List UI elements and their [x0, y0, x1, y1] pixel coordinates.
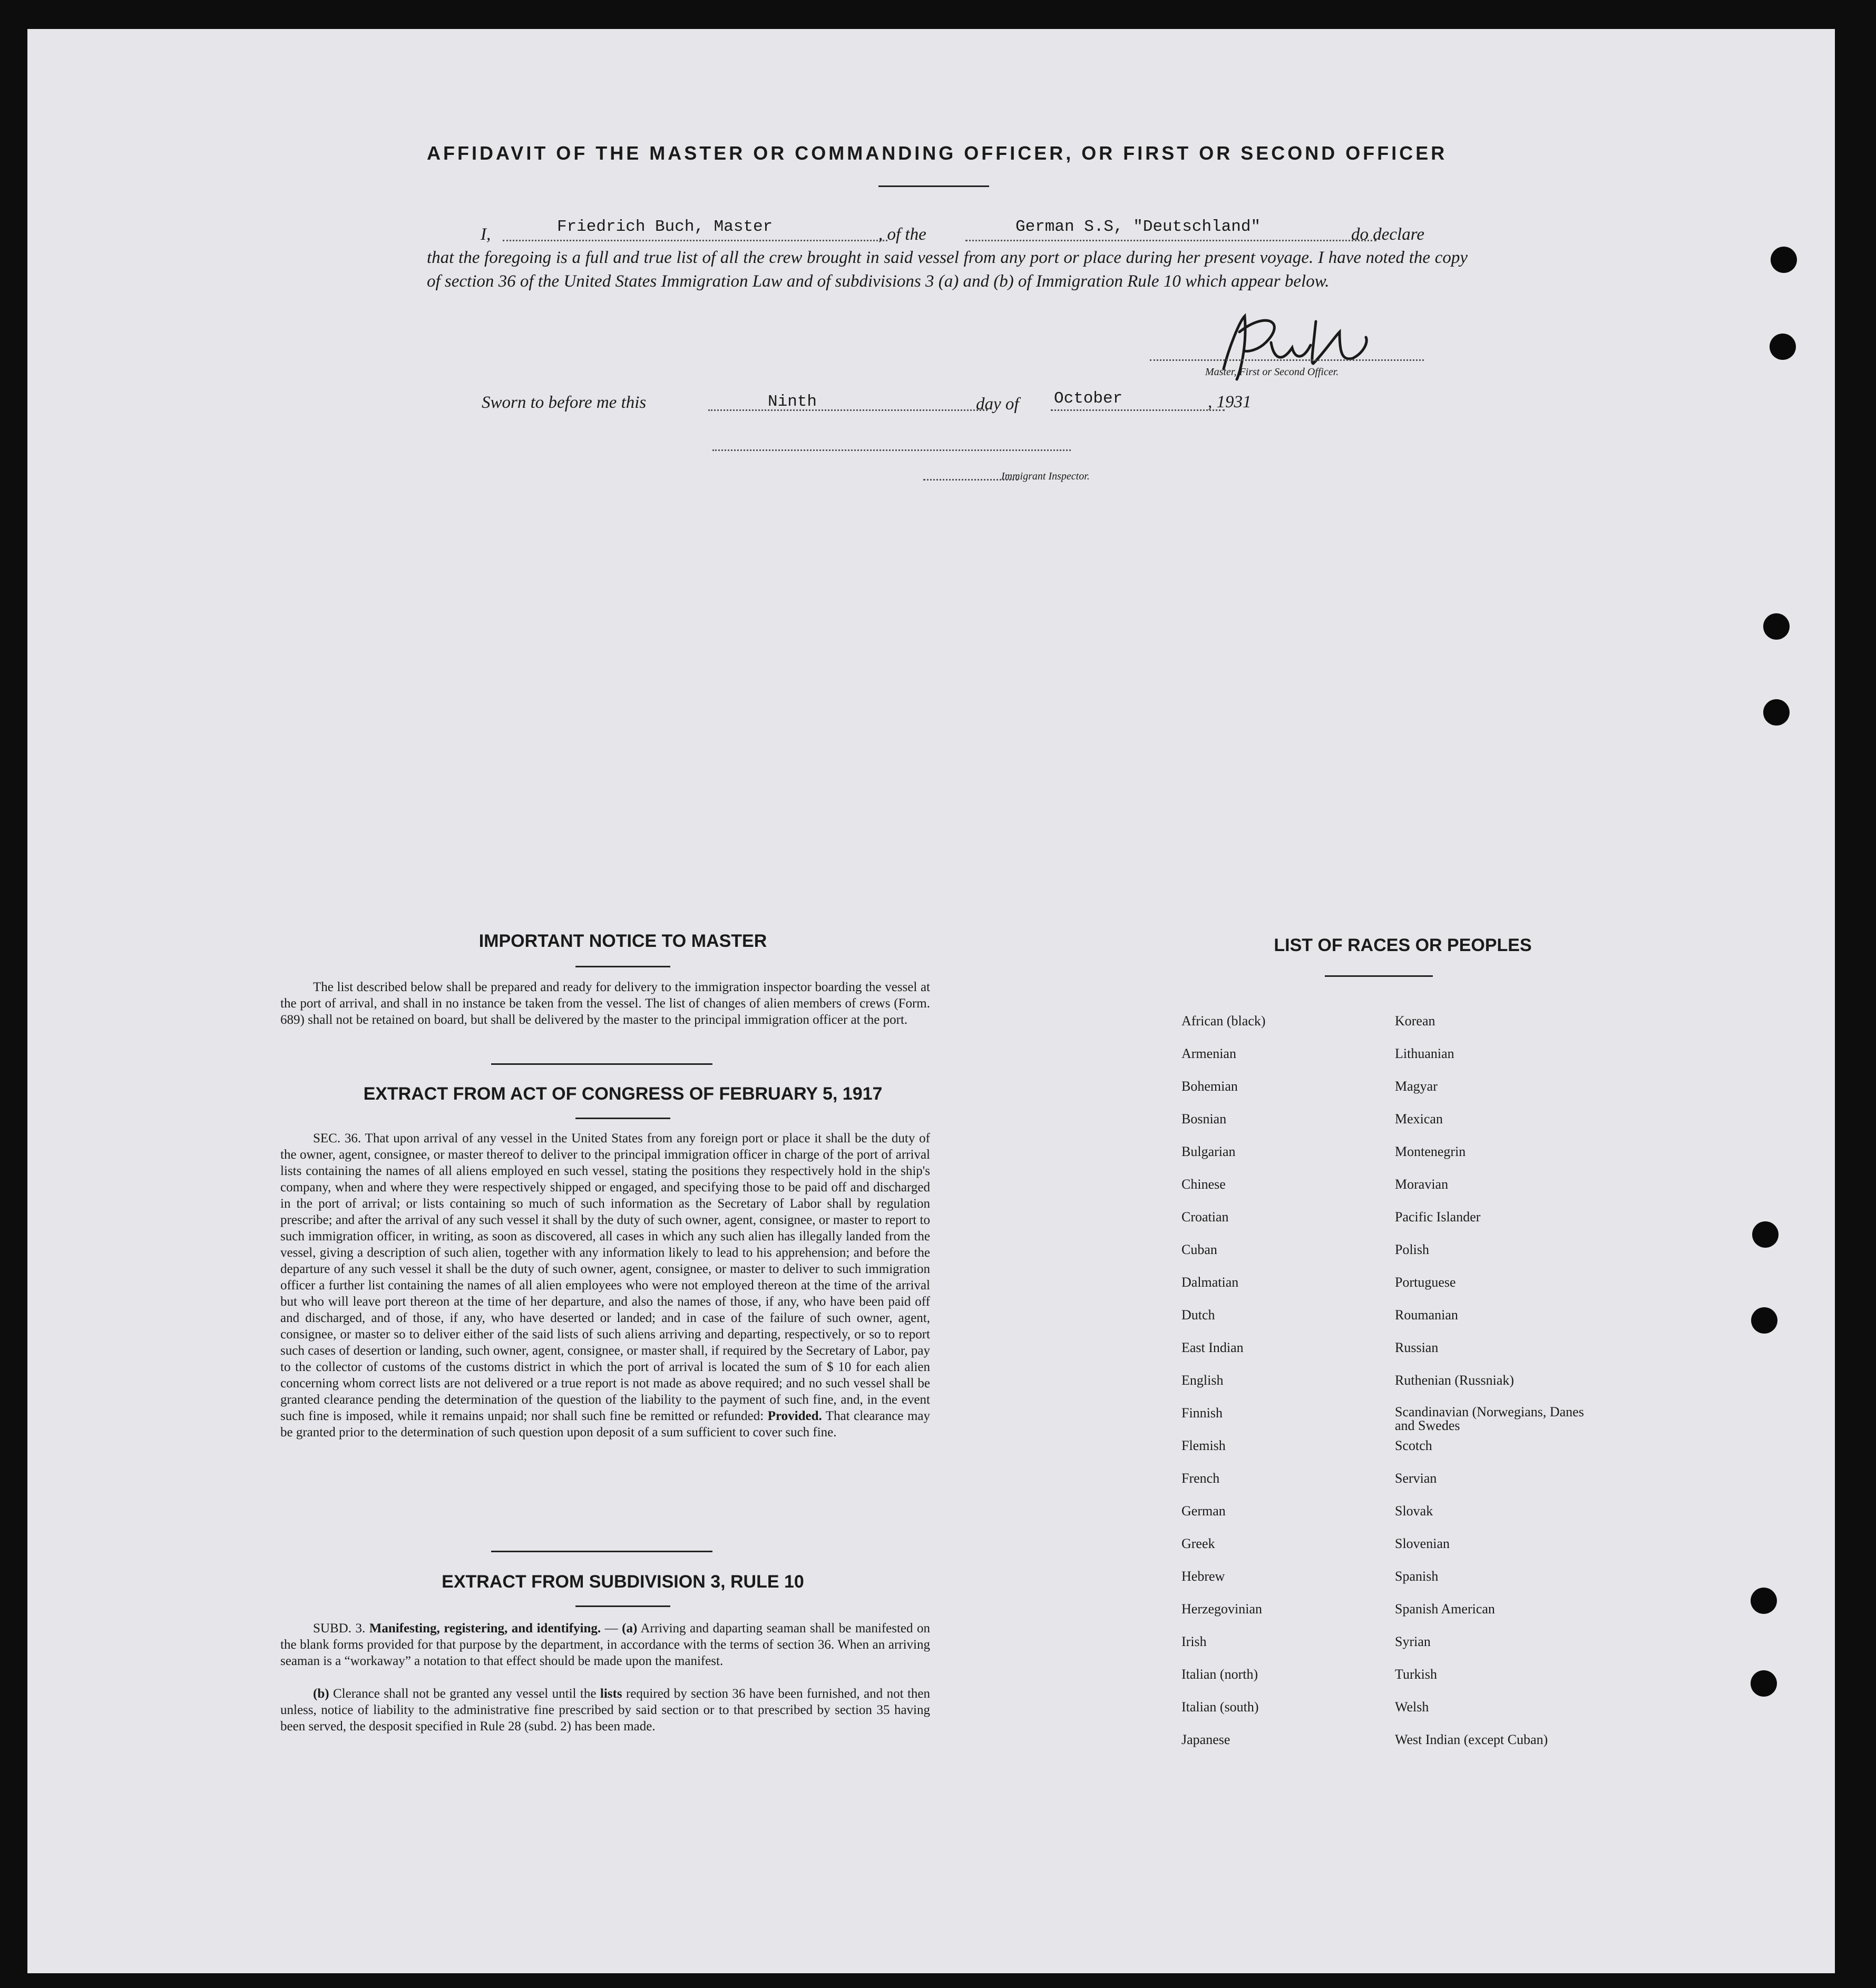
- binder-hole: [1763, 613, 1790, 640]
- name-line: [503, 240, 887, 241]
- race-item: Mexican: [1395, 1111, 1443, 1127]
- rule-a-label: (a): [622, 1621, 638, 1636]
- binder-hole: [1751, 1307, 1777, 1334]
- race-item: Turkish: [1395, 1667, 1437, 1682]
- act-body: [280, 1130, 930, 1441]
- binder-hole: [1751, 1588, 1777, 1614]
- race-item: Korean: [1395, 1013, 1435, 1029]
- sworn-day: Ninth: [768, 393, 817, 411]
- race-item: Bohemian: [1181, 1079, 1238, 1094]
- race-item: Russian: [1395, 1340, 1439, 1355]
- rule-subd-b: [280, 1686, 930, 1735]
- race-item: Irish: [1181, 1634, 1207, 1649]
- race-item: Lithuanian: [1395, 1046, 1454, 1061]
- race-item: Dalmatian: [1181, 1275, 1239, 1290]
- race-item: Scotch: [1395, 1438, 1432, 1453]
- race-item: East Indian: [1181, 1340, 1244, 1355]
- race-item: Italian (north): [1181, 1667, 1258, 1682]
- rule-title-underline: [575, 1605, 670, 1607]
- sworn-month: October: [1054, 389, 1123, 408]
- notice-title-underline: [575, 966, 670, 967]
- act-title-underline: [575, 1118, 670, 1119]
- binder-hole: [1763, 699, 1790, 726]
- race-item: Chinese: [1181, 1177, 1226, 1192]
- race-item: Herzegovinian: [1181, 1601, 1263, 1617]
- signature-line: [1150, 359, 1424, 361]
- race-item: Ruthenian (Russniak): [1395, 1373, 1515, 1388]
- races-title-underline: [1325, 975, 1433, 977]
- race-item: Portuguese: [1395, 1275, 1456, 1290]
- vessel-line: [965, 240, 1376, 241]
- race-item: Moravian: [1395, 1177, 1449, 1192]
- rule-b-text-1: Clerance shall not be granted any vessel until the: [333, 1687, 597, 1701]
- race-item: Servian: [1395, 1471, 1437, 1486]
- notice-title: IMPORTANT NOTICE TO MASTER: [478, 931, 767, 951]
- rule-b-label: (b): [313, 1687, 329, 1701]
- race-item: African (black): [1181, 1013, 1266, 1029]
- race-item: Croatian: [1181, 1209, 1229, 1225]
- affidavit-title: AFFIDAVIT OF THE MASTER OR COMMANDING OFFICER, OR FIRST OR SECOND OFFICER: [427, 142, 1448, 164]
- act-separator: [491, 1551, 712, 1552]
- race-item: Syrian: [1395, 1634, 1431, 1649]
- month-line: [1051, 409, 1225, 411]
- act-body-end: That clearance may be granted prior to the determination of such question upon deposit of a sum sufficient to cover such fine.: [280, 1409, 931, 1439]
- binder-hole: [1771, 247, 1797, 273]
- rule-a-text: Arriving and daparting seaman shall be manifested on the blank forms provided for that purpose by the department, in accordance with the terms of section 36. When an arriving seaman is a “workaway” a notation to that effect should be made upon the manifest.: [280, 1621, 931, 1668]
- rule-b-text-2: required by section 36 have been furnished, and not then unless, notice of liability to the administrative fine prescribed by said section or to that prescribed by section 35 having been served, the desposit specified in Rule 28 (subd. 2) has been made.: [280, 1687, 931, 1734]
- text-i: I,: [481, 225, 491, 244]
- race-item: German: [1181, 1503, 1226, 1519]
- race-item: Cuban: [1181, 1242, 1217, 1257]
- race-item: Slovenian: [1395, 1536, 1450, 1551]
- notice-body: The list described below shall be prepared and ready for delivery to the immigration inspector boarding the vessel at the port of arrival, and shall in no instance be taken from the vessel. The list of changes of alien members of crews (Form. 689) shall not be retained on board, but shall be delivered by the master to the principal immigration officer at the port.: [280, 980, 930, 1027]
- day-line: [708, 409, 988, 411]
- rule-heading: Manifesting, registering, and identifying.: [369, 1621, 601, 1636]
- inspector-caption: Immigrant Inspector.: [1001, 471, 1090, 482]
- race-item: Welsh: [1395, 1699, 1429, 1715]
- sworn-text: Sworn to before me this: [482, 393, 647, 412]
- race-item: Bosnian: [1181, 1111, 1227, 1127]
- race-item: Bulgarian: [1181, 1144, 1236, 1159]
- text-do-declare: do declare: [1351, 225, 1424, 244]
- vessel-name: German S.S, "Deutschland": [1015, 218, 1261, 236]
- title-underline: [878, 185, 989, 187]
- binder-hole: [1770, 334, 1796, 360]
- race-item: Montenegrin: [1395, 1144, 1466, 1159]
- binder-hole: [1752, 1221, 1779, 1248]
- race-item: Hebrew: [1181, 1569, 1225, 1584]
- master-name: Friedrich Buch, Master: [557, 218, 773, 236]
- race-item: Pacific Islander: [1395, 1209, 1481, 1225]
- rule-dash: —: [604, 1621, 618, 1636]
- text-of-the: , of the: [878, 225, 926, 244]
- document-page: [27, 29, 1835, 1973]
- race-item: Greek: [1181, 1536, 1215, 1551]
- race-item: Armenian: [1181, 1046, 1236, 1061]
- race-item: Italian (south): [1181, 1699, 1259, 1715]
- binder-hole: [1751, 1670, 1777, 1697]
- race-item: Flemish: [1181, 1438, 1226, 1453]
- rule-b-lists: lists: [600, 1687, 622, 1701]
- declaration-text: that the foregoing is a full and true list of all the crew brought in said vessel from any port or place during her present voyage. I have noted the copy of section 36 of the United States Immigration Law and of subdivisions 3 (a) and (b) of Immigration Rule 10 which appear below.: [427, 248, 1468, 291]
- inspector-line-1: [712, 449, 1071, 451]
- race-item: West Indian (except Cuban): [1395, 1732, 1548, 1747]
- race-item: French: [1181, 1471, 1220, 1486]
- day-of-text: day of: [976, 395, 1019, 414]
- race-item: Japanese: [1181, 1732, 1230, 1747]
- signer-caption: Master, First or Second Officer.: [1205, 366, 1339, 378]
- rule-title: EXTRACT FROM SUBDIVISION 3, RULE 10: [442, 1572, 804, 1592]
- race-item: Spanish American: [1395, 1601, 1495, 1617]
- race-item: Scandinavian (Norwegians, Danes and Swedes: [1395, 1404, 1584, 1433]
- races-title: LIST OF RACES OR PEOPLES: [1274, 935, 1532, 955]
- race-item: Spanish: [1395, 1569, 1439, 1584]
- act-title: EXTRACT FROM ACT OF CONGRESS OF FEBRUARY 5, 1917: [363, 1084, 883, 1104]
- race-item: Finnish: [1181, 1405, 1223, 1421]
- act-body-main: SEC. 36. That upon arrival of any vessel in the United States from any foreign port or place it shall be the duty of the owner, agent, consignee, or master thereof to deliver to the principal immigration officer in charge of the port of arrival lists containing the names of all aliens employed en such vessel, stating the positions they respectively hold in the ship's company, when and where they were respectively shipped or engaged, and specifying those to be paid off and discharged in the port of arrival; or lists containing so much of such information as the Secretary of Labor shall by regulation prescribe; and after the arrival of any such vessel it shall by the duty of such owner, agent, consignee, or master to report to such immigration officer, in writing, as soon as discovered, all cases in which any such alien has illegally landed from the vessel, giving a description of such alien, together with any information likely to lead to his apprehension; and before the departure of any such vessel it shall be the duty of such owner, agent, consignee, or master to deliver to such immigration officer a further list containing the names of all alien employees who were not employed thereon at the time of the arrival but who will leave port thereon at the time of her departure, and also the names of those, if any, who have been paid off and discharged, and of those, if any, who have deserted or landed; and in case of the failure of such owner, agent, consignee, or master so to deliver either of the said lists of such aliens arriving and departing, respectively, or so to report such cases of desertion or landing, such owner, agent, consignee, or master shall, if required by the Secretary of Labor, pay to the collector of customs of the customs district in which the port of arrival is located the sum of $ 10 for each alien concerning whom correct lists are not delivered or a true report is not made as above required; and no such vessel shall be granted clearance pending the determination of the question of the liability to the payment of such fine, and, in the event such fine is imposed, while it remains unpaid; nor shall such fine be remitted or refunded:: [280, 1131, 930, 1423]
- notice-separator: [491, 1063, 712, 1065]
- sworn-year: , 1931: [1208, 393, 1252, 412]
- race-item: Dutch: [1181, 1307, 1215, 1323]
- race-item: Magyar: [1395, 1079, 1438, 1094]
- rule-subd-a: [280, 1620, 930, 1669]
- race-item: Roumanian: [1395, 1307, 1458, 1323]
- race-item: English: [1181, 1373, 1224, 1388]
- race-item: Polish: [1395, 1242, 1430, 1257]
- rule-subd-label: SUBD. 3.: [313, 1621, 366, 1636]
- act-provided-label: Provided.: [767, 1409, 822, 1423]
- race-item: Slovak: [1395, 1503, 1433, 1519]
